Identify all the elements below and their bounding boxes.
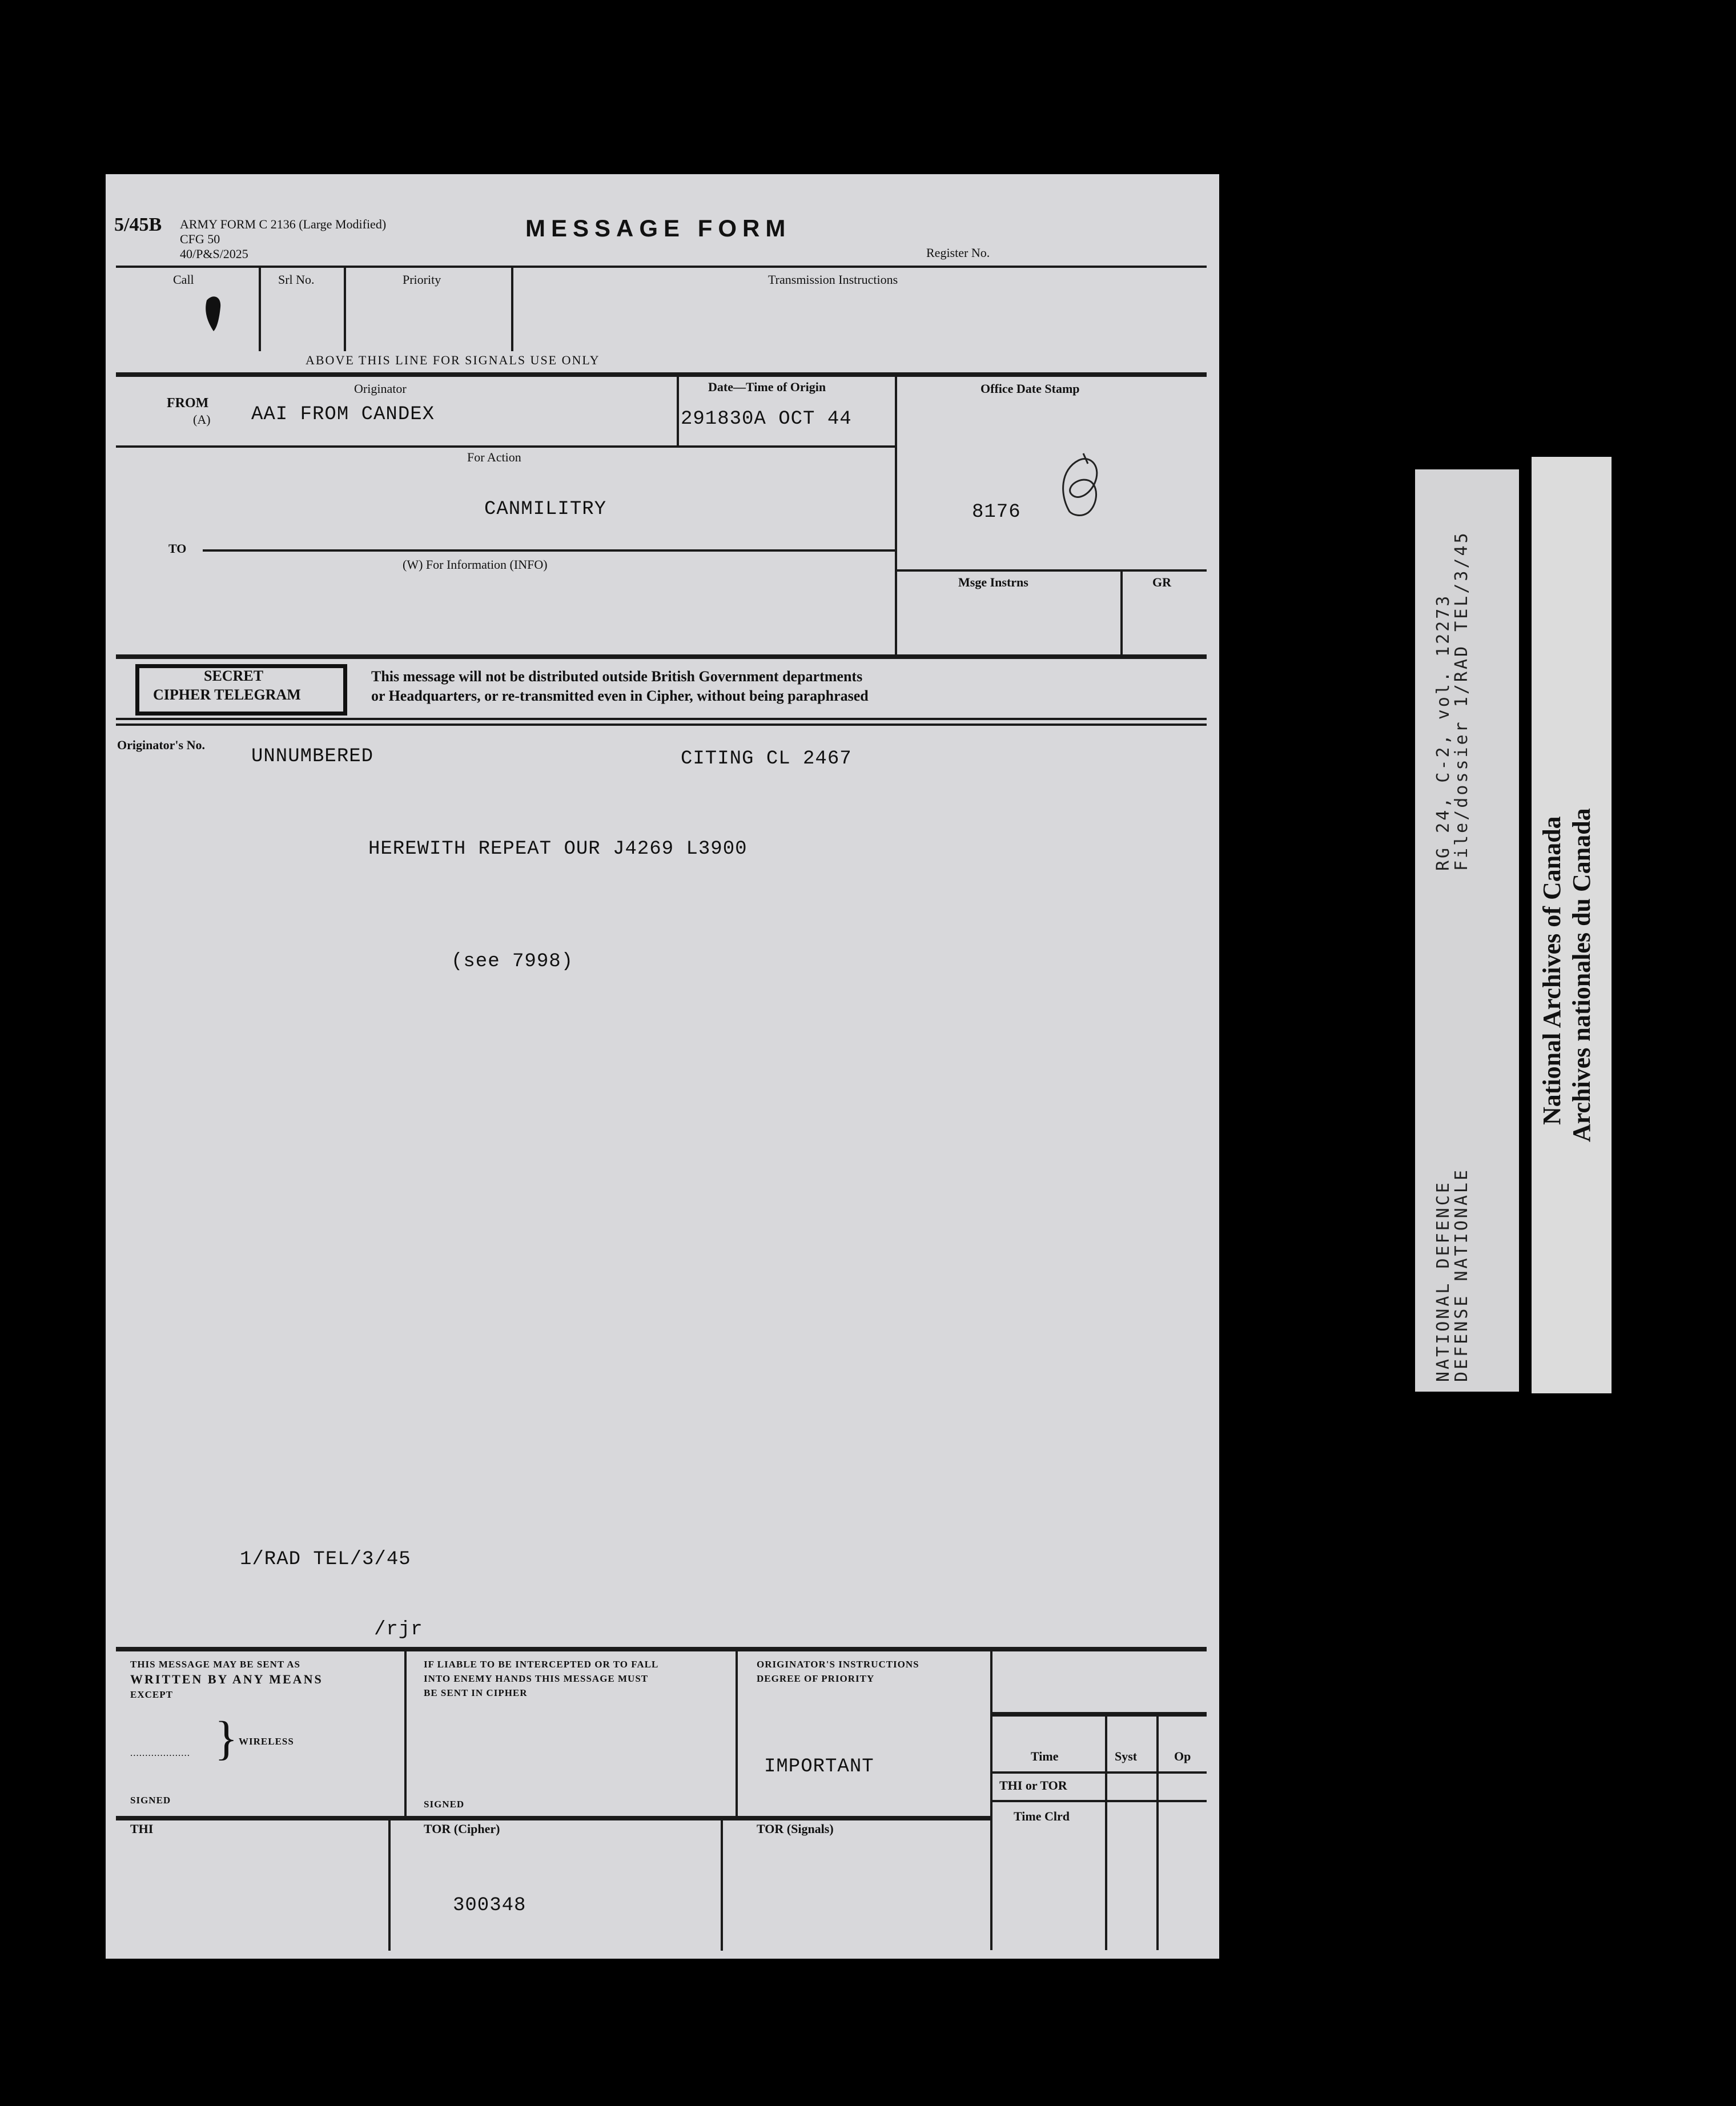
footer-degree-priority: DEGREE OF PRIORITY [757,1673,875,1684]
message-form-sheet [106,174,1219,1959]
footer-signed-1: SIGNED [130,1795,171,1806]
syst-label: Syst [1115,1749,1138,1763]
form-title: MESSAGE FORM [525,215,791,242]
rule [116,372,1207,377]
originators-no-label: Originator's No. [117,738,205,752]
national-defence-line1: NATIONAL DEFENCE [1433,1180,1453,1382]
footer-cipher-line3: BE SENT IN CIPHER [424,1687,528,1698]
from-label: FROM [167,396,209,411]
rule [736,1650,738,1817]
footer-means-line1: THIS MESSAGE MAY BE SENT AS [130,1659,300,1670]
date-time-origin-label: Date—Time of Origin [708,380,826,394]
archives-canada-en: National Archives of Canada [1538,816,1566,1125]
from-sub-label: (A) [193,412,211,427]
typist-initials: /rjr [374,1619,423,1641]
from-value: AAI FROM CANDEX [251,404,435,425]
rule [992,1712,1207,1717]
register-no-label: Register No. [926,246,990,260]
footer-cipher-line2: INTO ENEMY HANDS THIS MESSAGE MUST [424,1673,649,1684]
srl-no-label: Srl No. [278,272,315,287]
rule [116,266,1207,268]
national-defence-line2: DEFENSE NATIONALE [1452,1167,1472,1382]
tor-cipher-label: TOR (Cipher) [424,1822,500,1836]
thi-label: THI [130,1822,154,1836]
rule [992,1771,1207,1774]
archive-ref-line2: File/dossier 1/RAD TEL/3/45 [1452,530,1472,871]
rule [992,1800,1207,1802]
message-text-line2: (see 7998) [451,951,574,972]
to-value: CANMILITRY [484,499,607,520]
message-text-line1: HEREWITH REPEAT OUR J4269 L3900 [368,838,748,860]
archives-canada-fr: Archives nationales du Canada [1568,808,1596,1142]
time-clrd-label: Time Clrd [1014,1809,1070,1823]
tor-cipher-value: 300348 [453,1895,527,1916]
initials-scribble-icon [1048,450,1116,527]
rule [1120,570,1123,656]
for-action-label: For Action [467,450,521,464]
date-time-origin-value: 291830A OCT 44 [681,408,852,430]
footer-signed-2: SIGNED [424,1799,465,1810]
distribution-notice-line2: or Headquarters, or re-transmitted even in Cipher, without being paraphrased [371,688,869,704]
rule [116,718,1207,720]
signals-use-note: ABOVE THIS LINE FOR SIGNALS USE ONLY [306,353,600,367]
rule [721,1819,723,1951]
footer-wireless-label: WIRELESS [239,1736,294,1747]
print-ref-label: 40/P&S/2025 [180,247,248,261]
distribution-notice-line1: This message will not be distributed outside British Government departments [371,668,863,685]
classification-cipher-telegram: CIPHER TELEGRAM [153,686,301,703]
army-form-label: ARMY FORM C 2136 (Large Modified) [180,217,387,231]
originator-label: Originator [354,381,407,396]
classification-secret: SECRET [204,668,264,684]
rule [259,267,261,351]
archive-ref-line1: RG 24, C-2, vol. 12273 [1433,593,1453,871]
call-label: Call [173,272,194,287]
originators-no-value: UNNUMBERED [251,746,374,767]
op-label: Op [1174,1749,1191,1763]
form-code: 5/45B [114,214,162,235]
rule [896,569,1207,572]
rule [116,1816,992,1820]
cfg-label: CFG 50 [180,232,220,246]
ink-mark-icon [200,290,228,336]
citing-reference: CITING CL 2467 [681,748,852,770]
info-label: (W) For Information (INFO) [403,557,548,572]
footer-means-line2: WRITTEN BY ANY MEANS [130,1672,323,1686]
thi-tor-label: THI or TOR [999,1778,1067,1792]
to-label: TO [168,541,187,556]
file-reference: 1/RAD TEL/3/45 [240,1549,411,1570]
office-stamp-value: 8176 [972,501,1021,523]
footer-cipher-line1: IF LIABLE TO BE INTERCEPTED OR TO FALL [424,1659,659,1670]
footer-dots: .................... [130,1747,190,1758]
rule [116,654,1207,659]
rule [1105,1715,1107,1950]
rule [677,375,679,446]
rule [895,375,897,657]
rule [203,549,895,552]
tor-signals-label: TOR (Signals) [757,1822,834,1836]
rule [116,724,1207,726]
footer-means-line3: EXCEPT [130,1689,173,1700]
msge-instrns-label: Msge Instrns [958,575,1028,589]
rule [116,1647,1207,1651]
gr-label: GR [1152,575,1171,589]
rule [116,445,896,448]
brace-icon: } [215,1712,238,1765]
footer-originator-instructions: ORIGINATOR'S INSTRUCTIONS [757,1659,919,1670]
rule [404,1650,407,1817]
time-label: Time [1031,1749,1059,1763]
transmission-instructions-label: Transmission Instructions [768,272,898,287]
rule [1156,1715,1159,1950]
priority-label: Priority [403,272,441,287]
rule [388,1819,391,1951]
rule [344,267,346,351]
rule [511,267,513,351]
office-date-stamp-label: Office Date Stamp [980,381,1080,396]
priority-value: IMPORTANT [764,1756,874,1778]
